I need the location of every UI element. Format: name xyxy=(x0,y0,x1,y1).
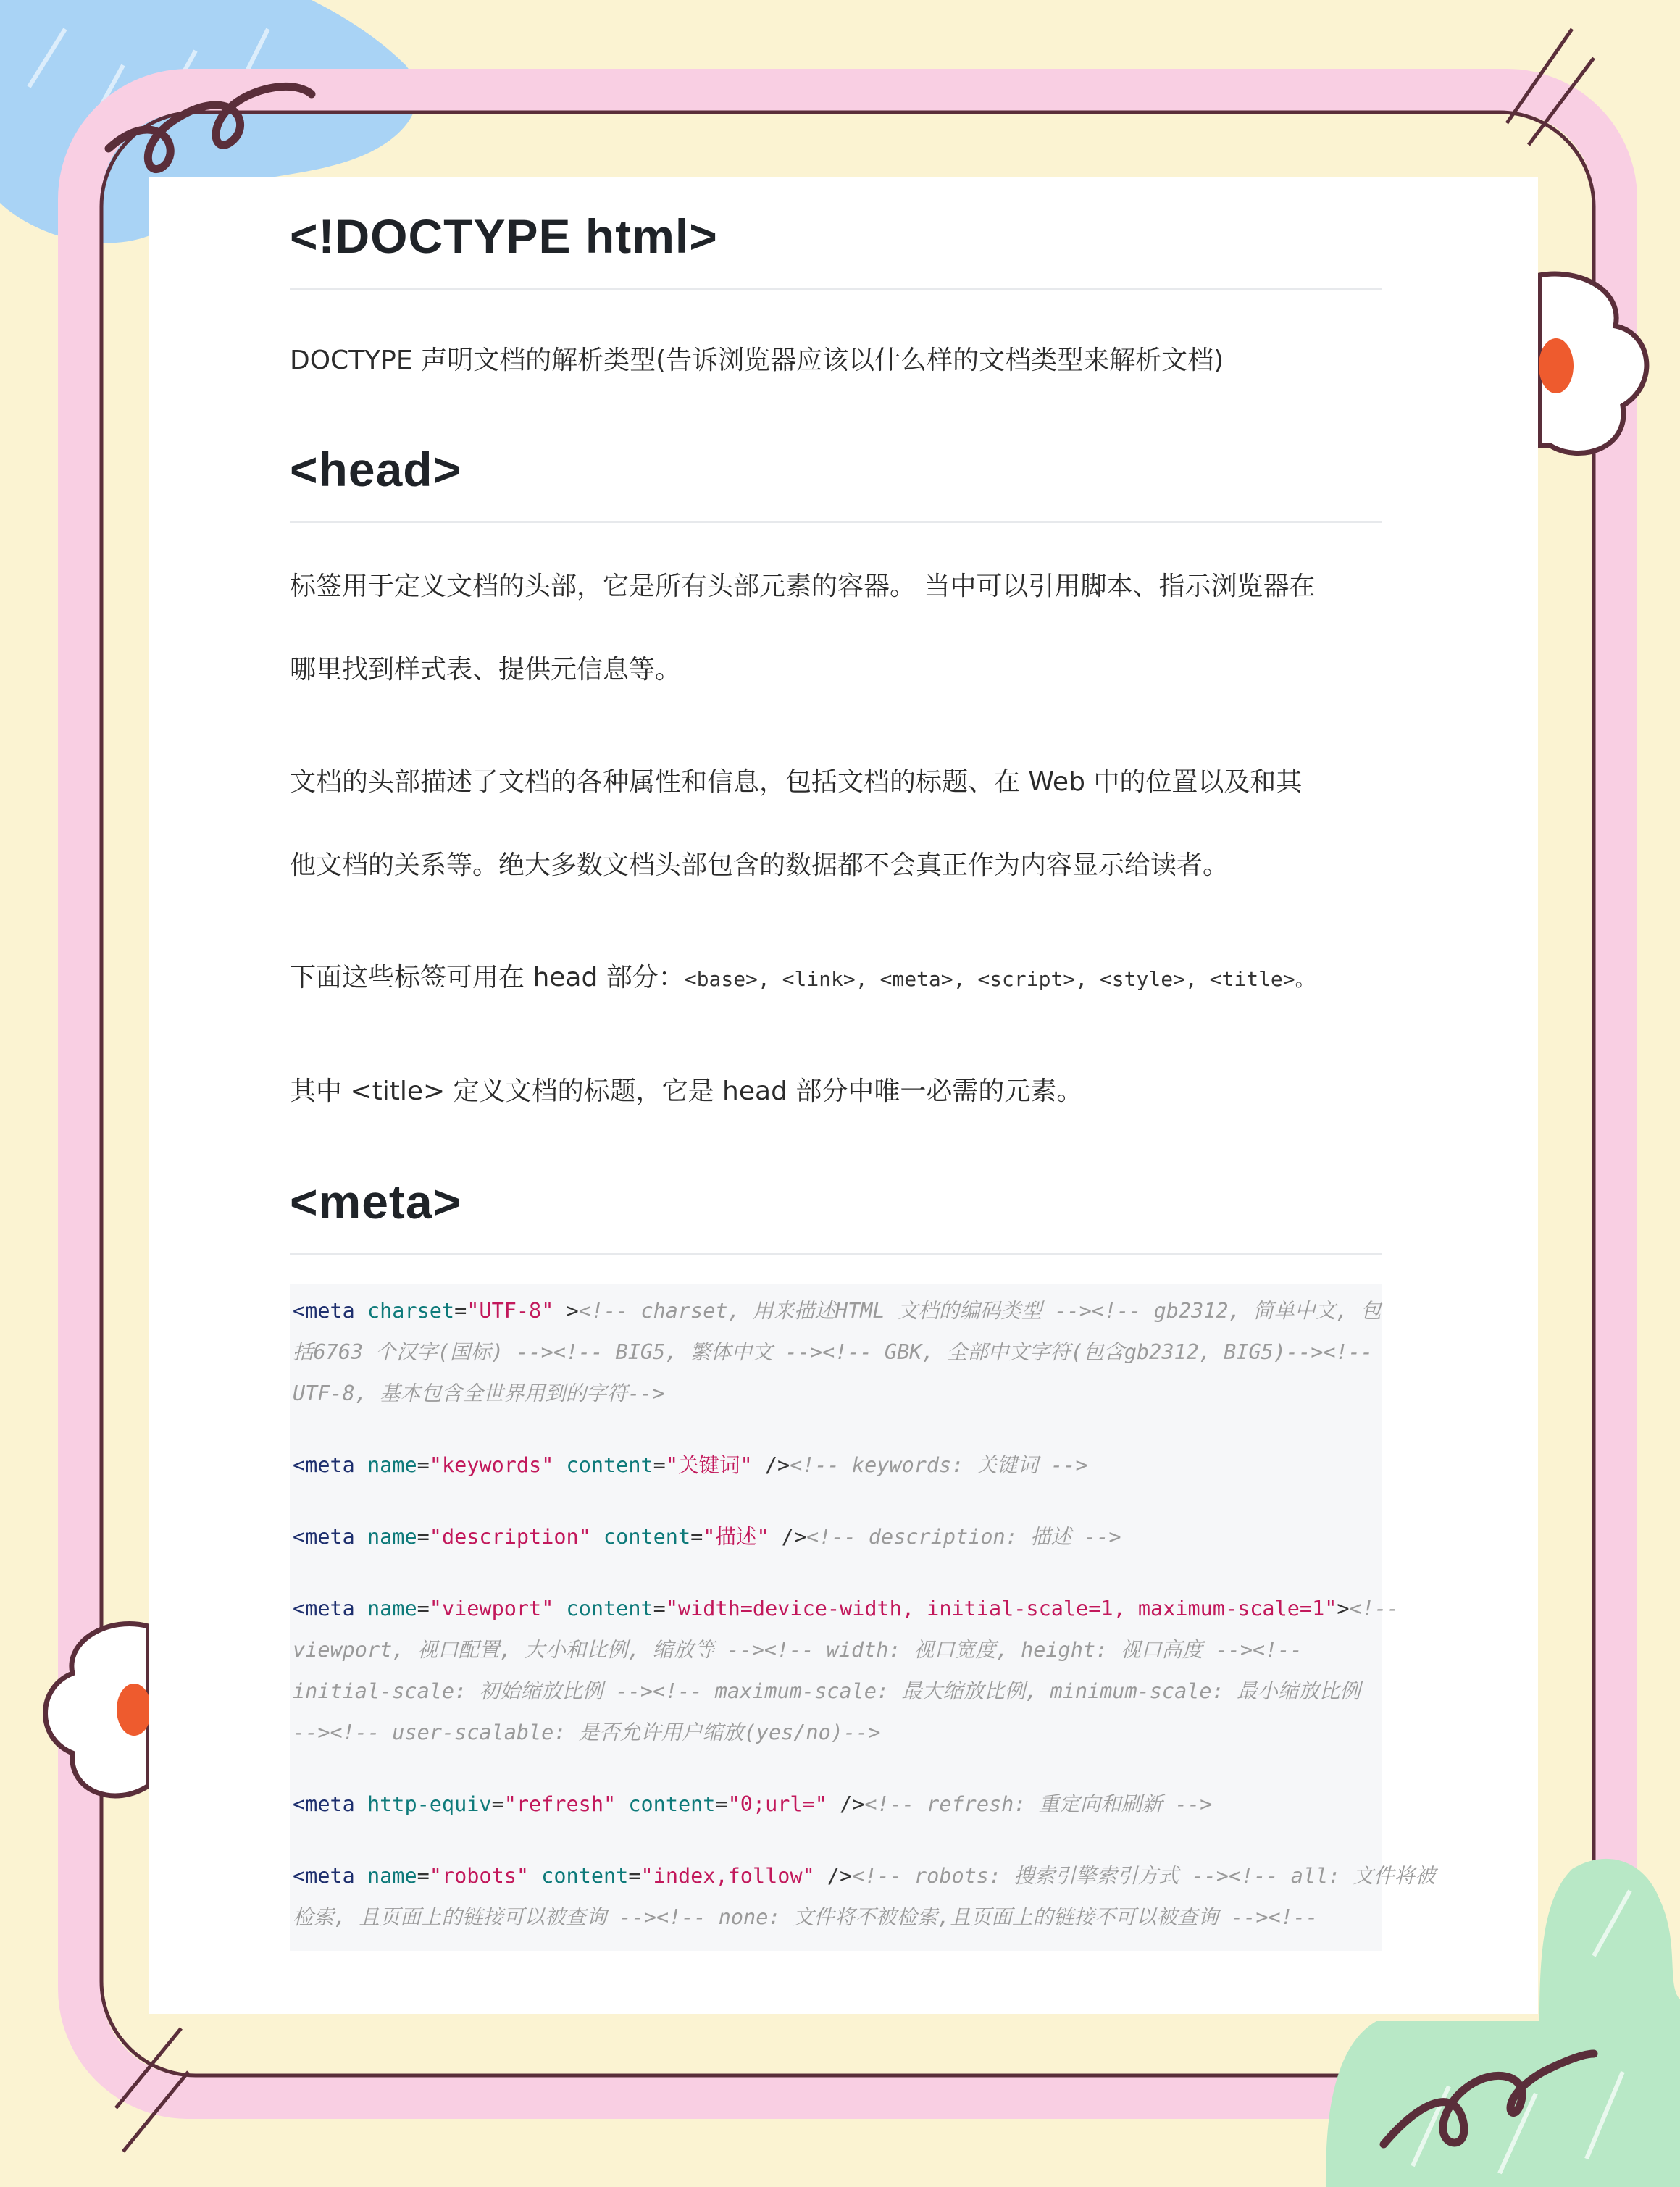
document-card xyxy=(149,177,1538,2014)
head-title-note: 其中 <title> 定义文档的标题，它是 head 部分中唯一必需的元素。 xyxy=(290,1076,1083,1106)
code-tag: <meta xyxy=(293,1299,355,1323)
code-value: "keywords" xyxy=(429,1453,554,1477)
code-attr: content xyxy=(566,1597,653,1621)
code-eq: = xyxy=(454,1299,467,1323)
code-comment: <!-- robots: 搜索引擎索引方式 --><!-- all: 文件将被 xyxy=(852,1864,1436,1888)
code-line: <meta name="description" content="描述" /><!-- description: 描述 --> xyxy=(293,1525,1121,1549)
doctype-description: DOCTYPE 声明文档的解析类型(告诉浏览器应该以什么样的文档类型来解析文档) xyxy=(290,346,1224,375)
code-comment: <!-- refresh: 重定向和刷新 --> xyxy=(864,1792,1213,1816)
code-comment: <!-- description: 描述 --> xyxy=(806,1525,1121,1549)
code-comment: viewport, 视口配置, 大小和比例, 缩放等 --><!-- width: 视口宽度, height: 视口高度 --><!-- xyxy=(293,1638,1303,1662)
code-attr: content xyxy=(628,1792,716,1816)
code-attr: http-equiv xyxy=(367,1792,492,1816)
code-attr: name xyxy=(367,1453,417,1477)
code-close: > xyxy=(553,1299,579,1323)
code-tag: <meta xyxy=(293,1792,355,1816)
code-tag: <meta xyxy=(293,1453,355,1477)
code-attr: content xyxy=(603,1525,691,1549)
code-close: > xyxy=(1337,1597,1350,1621)
head-paragraph-line-3: 文档的头部描述了文档的各种属性和信息，包括文档的标题、在 Web 中的位置以及和其 xyxy=(290,767,1303,797)
code-attr: name xyxy=(367,1864,417,1888)
code-attr: content xyxy=(566,1453,653,1477)
meta-code-block xyxy=(290,1284,1436,1951)
code-comment: UTF-8, 基本包含全世界用到的字符--> xyxy=(293,1381,665,1405)
code-line xyxy=(293,1290,1382,1331)
code-value: "0;url=" xyxy=(727,1792,827,1816)
code-close: /> xyxy=(827,1792,865,1816)
code-comment: 括6763 个汉字(国标) --><!-- BIG5, 繁体中文 --><!-- GBK, 全部中文字符(包含gb2312, BIG5)--><!-- xyxy=(293,1340,1374,1364)
code-comment: --><!-- user-scalable: 是否允许用户缩放(yes/no)--> xyxy=(293,1720,881,1744)
code-line: <meta name="viewport" content="width=device-width, initial-scale=1, maximum-scale=1"><!-- xyxy=(293,1597,1400,1621)
code-comment: <!-- charset, 用来描述HTML 文档的编码类型 --><!-- gb2312, 简单中文, 包 xyxy=(578,1299,1382,1323)
code-attr: name xyxy=(367,1525,417,1549)
code-line: <meta name="keywords" content="关键词" /><!-- keywords: 关键词 --> xyxy=(293,1453,1088,1477)
heading-head: <head> xyxy=(290,446,1382,523)
code-value: "描述" xyxy=(703,1525,769,1549)
code-attr: charset xyxy=(367,1299,455,1323)
code-value: "refresh" xyxy=(503,1792,617,1816)
code-value: "width=device-width, initial-scale=1, maximum-scale=1" xyxy=(665,1597,1337,1621)
code-close: /> xyxy=(769,1525,807,1549)
head-tags-intro: 下面这些标签可用在 head 部分： xyxy=(290,963,685,992)
head-paragraph-line-4: 他文档的关系等。绝大多数文档头部包含的数据都不会真正作为内容显示给读者。 xyxy=(290,850,1229,880)
code-tag: <meta xyxy=(293,1864,355,1888)
code-value: "index,follow" xyxy=(640,1864,815,1888)
head-tags-paragraph xyxy=(290,936,1382,1021)
code-attr: name xyxy=(367,1597,417,1621)
heading-meta: <meta> xyxy=(290,1178,1382,1255)
heading-doctype: <!DOCTYPE html> xyxy=(290,212,1382,290)
code-line: <meta http-equiv="refresh" content="0;url=" /><!-- refresh: 重定向和刷新 --> xyxy=(293,1792,1213,1816)
code-value: "robots" xyxy=(429,1864,530,1888)
code-value: "viewport" xyxy=(429,1597,554,1621)
code-tag: <meta xyxy=(293,1525,355,1549)
code-comment: 检索, 且页面上的链接可以被查询 --><!-- none: 文件将不被检索,且页面上的链接不可以被查询 --><!-- xyxy=(293,1905,1318,1929)
code-comment: <!-- keywords: 关键词 --> xyxy=(790,1453,1088,1477)
head-paragraph-line-2: 哪里找到样式表、提供元信息等。 xyxy=(290,655,682,685)
code-close: /> xyxy=(814,1864,853,1888)
code-value: "UTF-8" xyxy=(467,1299,554,1323)
code-value: "description" xyxy=(429,1525,591,1549)
code-attr: content xyxy=(541,1864,629,1888)
code-comment: <!-- xyxy=(1349,1597,1400,1621)
head-tags-list: <base>, <link>, <meta>, <script>, <style>, <title>。 xyxy=(684,967,1316,991)
code-close: /> xyxy=(752,1453,790,1477)
code-tag: <meta xyxy=(293,1597,355,1621)
code-value: "关键词" xyxy=(665,1453,753,1477)
code-comment: initial-scale: 初始缩放比例 --><!-- maximum-scale: 最大缩放比例, minimum-scale: 最小缩放比例 xyxy=(293,1679,1361,1703)
code-line: <meta name="robots" content="index,follow" /><!-- robots: 搜索引擎索引方式 --><!-- all: 文件将被 xyxy=(293,1864,1436,1888)
head-paragraph-line-1: 标签用于定义文档的头部，它是所有头部元素的容器。 当中可以引用脚本、指示浏览器在 xyxy=(290,572,1316,601)
